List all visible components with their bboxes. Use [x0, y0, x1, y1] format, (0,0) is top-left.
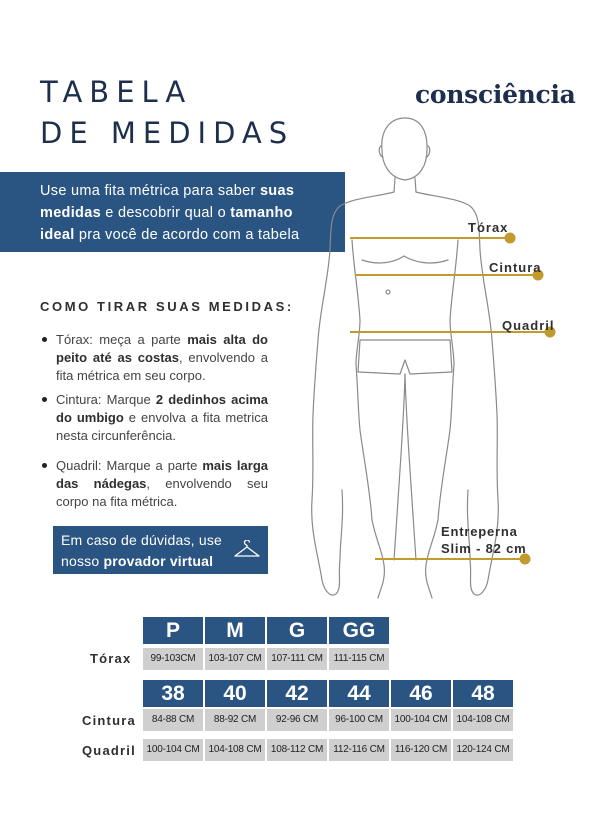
- bullet-quadril: [42, 457, 268, 511]
- table-cell: 88-92 CM: [205, 709, 265, 731]
- table-cell: 100-104 CM: [391, 709, 451, 731]
- label-quadril: Quadril: [502, 318, 555, 333]
- intro-text-bold1: suas medidas: [40, 183, 295, 221]
- bullet-text: , envolvendo a fita métrica em seu corpo.: [56, 350, 268, 383]
- help-text-bold: provador virtual: [103, 553, 214, 569]
- table-cell: 111-115 CM: [329, 648, 389, 670]
- row-label-cintura: Cintura: [82, 713, 136, 728]
- bullet-text: Tórax: meça a parte: [56, 332, 188, 347]
- bullet-text: Quadril: Marque a parte: [56, 458, 203, 473]
- size-header-40: 40: [205, 680, 265, 707]
- intro-text-part2: e descobrir qual o: [100, 205, 231, 221]
- bullet-bold: 2 dedinhos acima do umbigo: [56, 392, 269, 425]
- virtual-fitting-button[interactable]: [53, 526, 268, 574]
- size-header-g: G: [267, 617, 327, 644]
- table-cell: 120-124 CM: [453, 739, 513, 761]
- size-header-38: 38: [143, 680, 203, 707]
- size-header-48: 48: [453, 680, 513, 707]
- label-cintura: Cintura: [489, 260, 542, 275]
- table-cell: 84-88 CM: [143, 709, 203, 731]
- table-cell: 103-107 CM: [205, 648, 265, 670]
- size-header-42: 42: [267, 680, 327, 707]
- table-cell: 100-104 CM: [143, 739, 203, 761]
- label-entreperna-value: Slim - 82 cm: [441, 541, 527, 556]
- hanger-icon: [233, 540, 261, 560]
- bullet-bold: mais alta do peito até as costas: [56, 332, 268, 365]
- bullet-bold: mais larga das nádegas: [56, 458, 268, 491]
- size-header-46: 46: [391, 680, 451, 707]
- table-cell: 108-112 CM: [267, 739, 327, 761]
- size-header-gg: GG: [329, 617, 389, 644]
- bullet-text: Cintura: Marque: [56, 392, 156, 407]
- help-text-part1: Em caso de dúvidas, use nosso: [61, 532, 223, 569]
- how-to-title: COMO TIRAR SUAS MEDIDAS:: [40, 299, 294, 314]
- intro-text-bold2: tamanho ideal: [40, 205, 293, 243]
- page-title-line1: TABELA: [40, 75, 193, 109]
- bullet-text: , envolvendo seu corpo na fita métrica.: [56, 476, 268, 509]
- page-title-line2: DE MEDIDAS: [40, 116, 295, 150]
- brand-logo: consciência: [415, 80, 576, 109]
- table-cell: 107-111 CM: [267, 648, 327, 670]
- help-text: [61, 530, 241, 572]
- label-entreperna: Entreperna: [441, 524, 518, 539]
- table-cell: 116-120 CM: [391, 739, 451, 761]
- table-cell: 99-103CM: [143, 648, 203, 670]
- label-torax: Tórax: [468, 220, 509, 235]
- bullet-cintura: [42, 391, 268, 445]
- intro-text-part1: Use uma fita métrica para saber: [40, 183, 260, 199]
- table-cell: 92-96 CM: [267, 709, 327, 731]
- size-header-p: P: [143, 617, 203, 644]
- table-cell: 96-100 CM: [329, 709, 389, 731]
- size-header-44: 44: [329, 680, 389, 707]
- intro-text: [40, 180, 315, 246]
- size-header-m: M: [205, 617, 265, 644]
- bullet-text: e envolva a fita metrica nesta circunferência.: [56, 410, 268, 443]
- row-label-torax: Tórax: [90, 651, 132, 666]
- table-cell: 112-116 CM: [329, 739, 389, 761]
- table-cell: 104-108 CM: [453, 709, 513, 731]
- bullet-torax: [42, 331, 268, 385]
- table-cell: 104-108 CM: [205, 739, 265, 761]
- row-label-quadril: Quadril: [82, 743, 136, 758]
- intro-text-part3: pra você de acordo com a tabela: [74, 227, 300, 243]
